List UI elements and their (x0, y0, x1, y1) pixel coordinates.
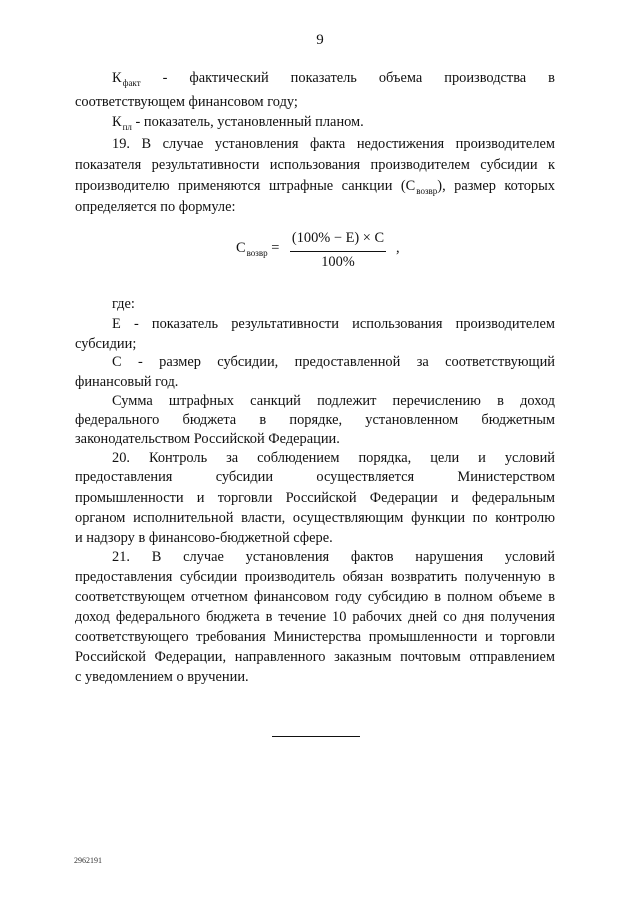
k-fact-definition (112, 68, 555, 89)
k-pl-symbol: К (112, 114, 122, 130)
formula-numerator: (100% − Е) × С (291, 230, 385, 246)
p20-line: предоставления субсидии осуществляется Министерством (75, 469, 555, 485)
k-pl-text: - показатель, установленный планом. (135, 114, 364, 130)
sum-paragraph-line: Сумма штрафных санкций подлежит перечислению в доход (112, 393, 555, 409)
formula-fraction-bar (290, 251, 386, 252)
p20-line: органом исполнительной власти, осуществляющим функции по контролю (75, 510, 555, 526)
formula-lhs-subscript: возвр (246, 248, 268, 258)
p19-subscript: возвр (416, 186, 438, 196)
p20-line: промышленности и торговли Российской Федерации и федеральным (75, 490, 555, 506)
e-definition: Е - показатель результативности использования производителем (112, 316, 555, 332)
penalty-formula (236, 226, 426, 276)
p21-line: соответствующего требования Министерства промышленности и торговли (75, 629, 555, 645)
p19-text: ), размер которых (437, 178, 555, 194)
p19-line: показателя результативности использования производителем субсидии к (75, 157, 555, 173)
formula-lhs-symbol: С (236, 240, 246, 256)
p20-line: и надзору в финансово-бюджетной сфере. (75, 530, 333, 546)
p21-line: доход федерального бюджета в течение 10 рабочих дней со дня получения (75, 609, 555, 625)
p19-text: производителю применяются штрафные санкции (С (75, 178, 416, 194)
p21-line: Российской Федерации, направленного заказным почтовым отправлением (75, 649, 555, 665)
formula-comma: , (396, 240, 400, 256)
p21-line: с уведомлением о вручении. (75, 669, 249, 685)
e-definition-continuation: субсидии; (75, 336, 137, 352)
p19-line: определяется по формуле: (75, 199, 236, 215)
p19-line: 19. В случае установления факта недостижения производителем (112, 136, 555, 152)
p21-line: соответствующем отчетном финансовом году субсидию в полном объеме в (75, 589, 555, 605)
c-definition: С - размер субсидии, предоставленной за соответствующий (112, 354, 555, 370)
formula-denominator: 100% (321, 254, 355, 270)
formula-lhs (236, 240, 279, 257)
k-fact-subscript: факт (122, 78, 141, 88)
where-label: где: (112, 296, 135, 312)
k-pl-definition (112, 112, 592, 133)
k-fact-continuation: соответствующем финансовом году; (75, 94, 298, 110)
p19-line-sanctions (75, 176, 555, 197)
k-fact-symbol: К (112, 70, 122, 86)
document-code: 2962191 (74, 856, 102, 865)
p20-line: 20. Контроль за соблюдением порядка, цели и условий (112, 450, 555, 466)
sum-paragraph-line: законодательством Российской Федерации. (75, 431, 340, 447)
sum-paragraph-line: федерального бюджета в порядке, установленном бюджетным (75, 412, 555, 428)
formula-equals: = (267, 240, 280, 256)
p21-line: предоставления субсидии производитель обязан возвратить полученную в (75, 569, 555, 585)
k-pl-subscript: пл (122, 122, 132, 132)
end-of-document-rule (272, 736, 360, 737)
c-definition-continuation: финансовый год. (75, 374, 179, 390)
p21-line: 21. В случае установления фактов нарушения условий (112, 549, 555, 565)
k-fact-text: - фактический показатель объема производства в (162, 70, 555, 86)
page-number: 9 (316, 32, 324, 48)
